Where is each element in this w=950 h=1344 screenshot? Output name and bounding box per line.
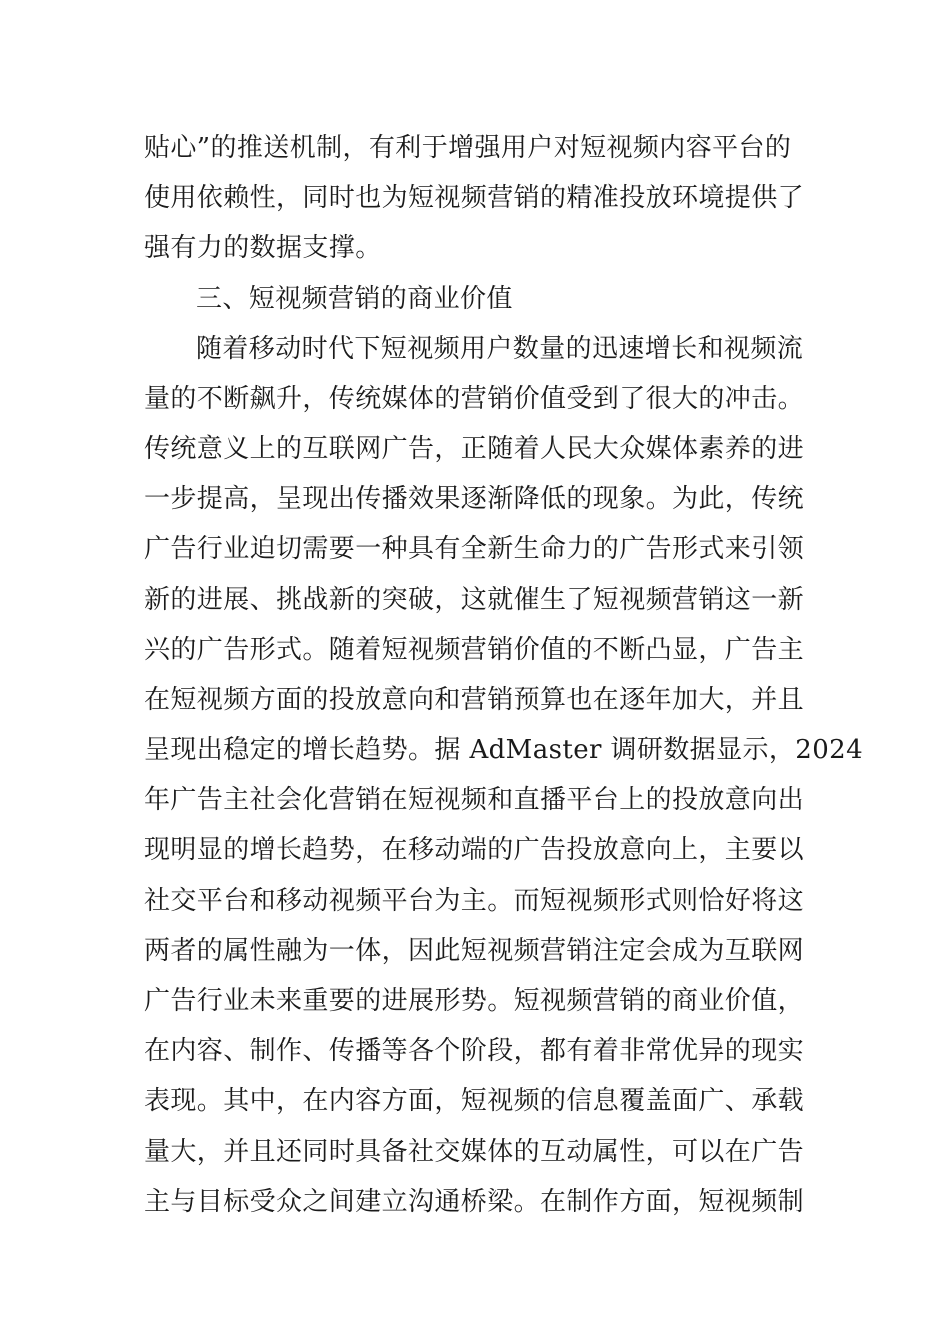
text-line: 年广告主社会化营销在短视频和直播平台上的投放意向出	[144, 785, 805, 815]
text-line: 量大，并且还同时具备社交媒体的互动属性，可以在广告	[144, 1137, 805, 1167]
text-line: 广告行业未来重要的进展形势。短视频营销的商业价值，	[144, 986, 805, 1016]
text-line: 新的进展、挑战新的突破，这就催生了短视频营销这一新	[144, 585, 805, 615]
text-line: 量的不断飙升，传统媒体的营销价值受到了很大的冲击。	[144, 384, 805, 414]
text-line: 强有力的数据支撑。	[144, 233, 382, 263]
text-line: 主与目标受众之间建立沟通桥梁。在制作方面，短视频制	[144, 1187, 805, 1217]
text-line: 贴心”的推送机制，有利于增强用户对短视频内容平台的	[144, 133, 792, 163]
text-line: 两者的属性融为一体，因此短视频营销注定会成为互联网	[144, 936, 805, 966]
text-line: 现明显的增长趋势，在移动端的广告投放意向上，主要以	[144, 835, 805, 865]
text-line: 随着移动时代下短视频用户数量的迅速增长和视频流	[196, 334, 804, 364]
section-heading: 三、短视频营销的商业价值	[196, 284, 513, 314]
text-line: 呈现出稳定的增长趋势。据 AdMaster 调研数据显示，2024	[144, 735, 864, 765]
text-line: 一步提高，呈现出传播效果逐渐降低的现象。为此，传统	[144, 484, 805, 514]
text-line: 兴的广告形式。随着短视频营销价值的不断凸显，广告主	[144, 635, 805, 665]
text-line: 表现。其中，在内容方面，短视频的信息覆盖面广、承载	[144, 1086, 805, 1116]
text-line: 在内容、制作、传播等各个阶段，都有着非常优异的现实	[144, 1036, 805, 1066]
text-line: 传统意义上的互联网广告，正随着人民大众媒体素养的进	[144, 434, 805, 464]
text-line: 社交平台和移动视频平台为主。而短视频形式则恰好将这	[144, 886, 805, 916]
text-line: 广告行业迫切需要一种具有全新生命力的广告形式来引领	[144, 534, 805, 564]
text-line: 使用依赖性，同时也为短视频营销的精准投放环境提供了	[144, 183, 805, 213]
text-line: 在短视频方面的投放意向和营销预算也在逐年加大，并且	[144, 685, 805, 715]
